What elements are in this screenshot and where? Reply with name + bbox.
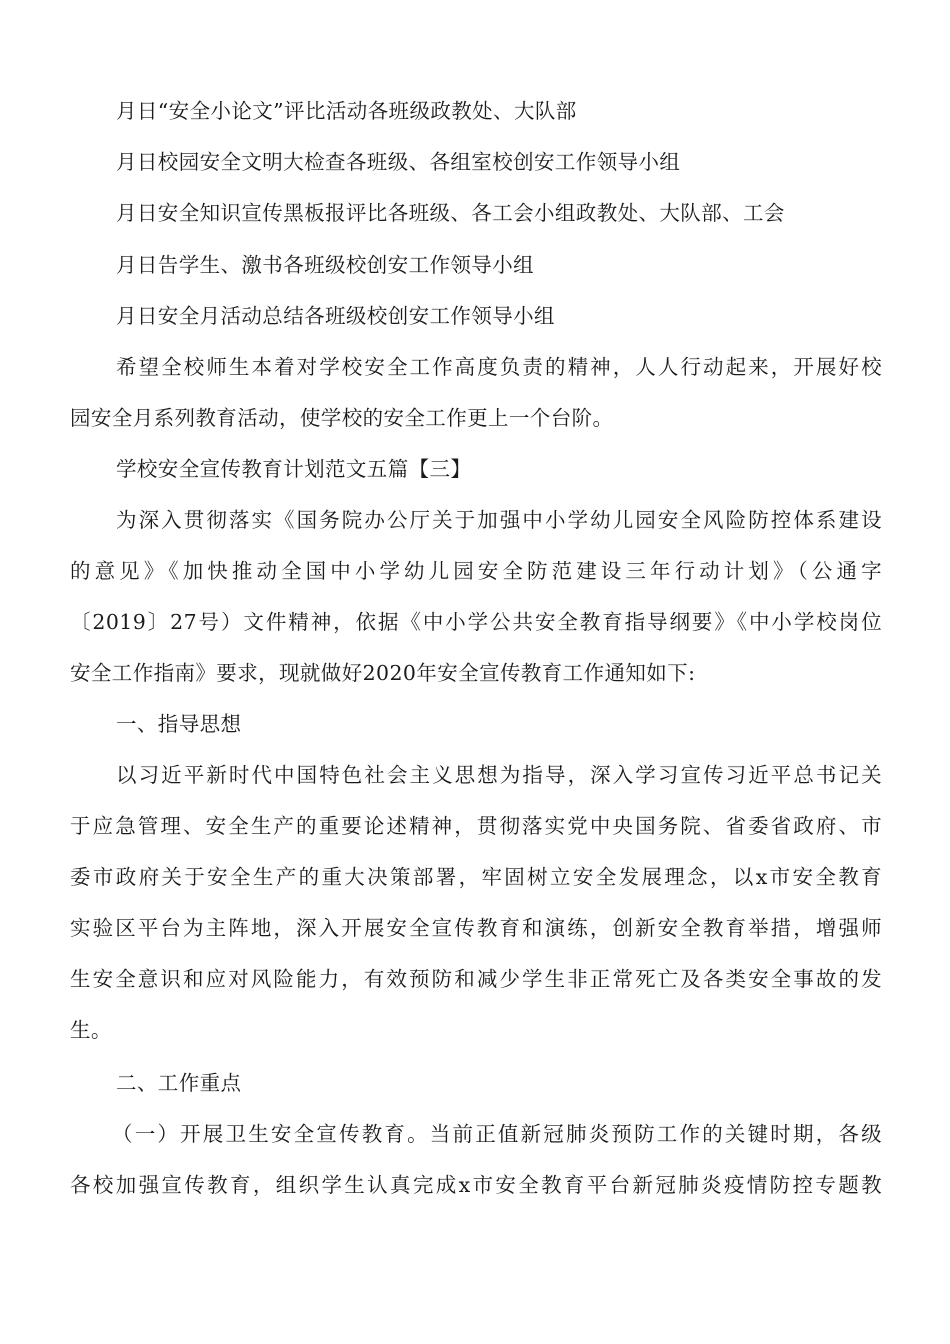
paragraph-line: 希望全校师生本着对学校安全工作高度负责的精神，人人行动起来，开展好校 — [116, 355, 882, 379]
heading-guiding-ideology: 一、指导思想 — [116, 712, 242, 736]
paragraph-line: 的意见》《加快推动全国中小学幼儿园安全防范建设三年行动计划》（公通字 — [70, 559, 882, 583]
schedule-line-blackboard: 月日安全知识宣传黑板报评比各班级、各工会小组政教处、大队部、工会 — [116, 201, 785, 225]
paragraph-line: 生安全意识和应对风险能力，有效预防和减少学生非正常死亡及各类安全事故的发 — [70, 967, 882, 991]
schedule-line-letter: 月日告学生、激书各班级校创安工作领导小组 — [116, 253, 534, 277]
schedule-line-inspection: 月日校园安全文明大检查各班级、各组室校创安工作领导小组 — [116, 150, 681, 174]
section-title: 学校安全宣传教育计划范文五篇【三】 — [116, 457, 472, 481]
paragraph-line: 园安全月系列教育活动，使学校的安全工作更上一个台阶。 — [70, 406, 614, 430]
paragraph-line: 委市政府关于安全生产的重大决策部署，牢固树立安全发展理念，以x市安全教育 — [70, 865, 882, 889]
schedule-line-summary: 月日安全月活动总结各班级校创安工作领导小组 — [116, 304, 555, 328]
paragraph-line: （一）开展卫生安全宣传教育。当前正值新冠肺炎预防工作的关键时期，各级 — [112, 1122, 882, 1146]
paragraph-line: 于应急管理、安全生产的重要论述精神，贯彻落实党中央国务院、省委省政府、市 — [70, 814, 882, 838]
heading-work-focus: 二、工作重点 — [116, 1071, 242, 1095]
paragraph-line: 安全工作指南》要求，现就做好2020年安全宣传教育工作通知如下: — [70, 661, 696, 685]
paragraph-line: 为深入贯彻落实《国务院办公厅关于加强中小学幼儿园安全风险防控体系建设 — [116, 508, 882, 532]
paragraph-line: 生。 — [70, 1018, 112, 1042]
paragraph-line: 以习近平新时代中国特色社会主义思想为指导，深入学习宣传习近平总书记关 — [116, 763, 882, 787]
paragraph-line: 各校加强宣传教育，组织学生认真完成x市安全教育平台新冠肺炎疫情防控专题教 — [70, 1173, 882, 1197]
schedule-line-essay: 月日“安全小论文”评比活动各班级政教处、大队部 — [116, 99, 577, 123]
paragraph-line: 实验区平台为主阵地，深入开展安全宣传教育和演练，创新安全教育举措，增强师 — [70, 916, 882, 940]
paragraph-line: 〔2019〕27号）文件精神，依据《中小学公共安全教育指导纲要》《中小学校岗位 — [70, 610, 882, 634]
